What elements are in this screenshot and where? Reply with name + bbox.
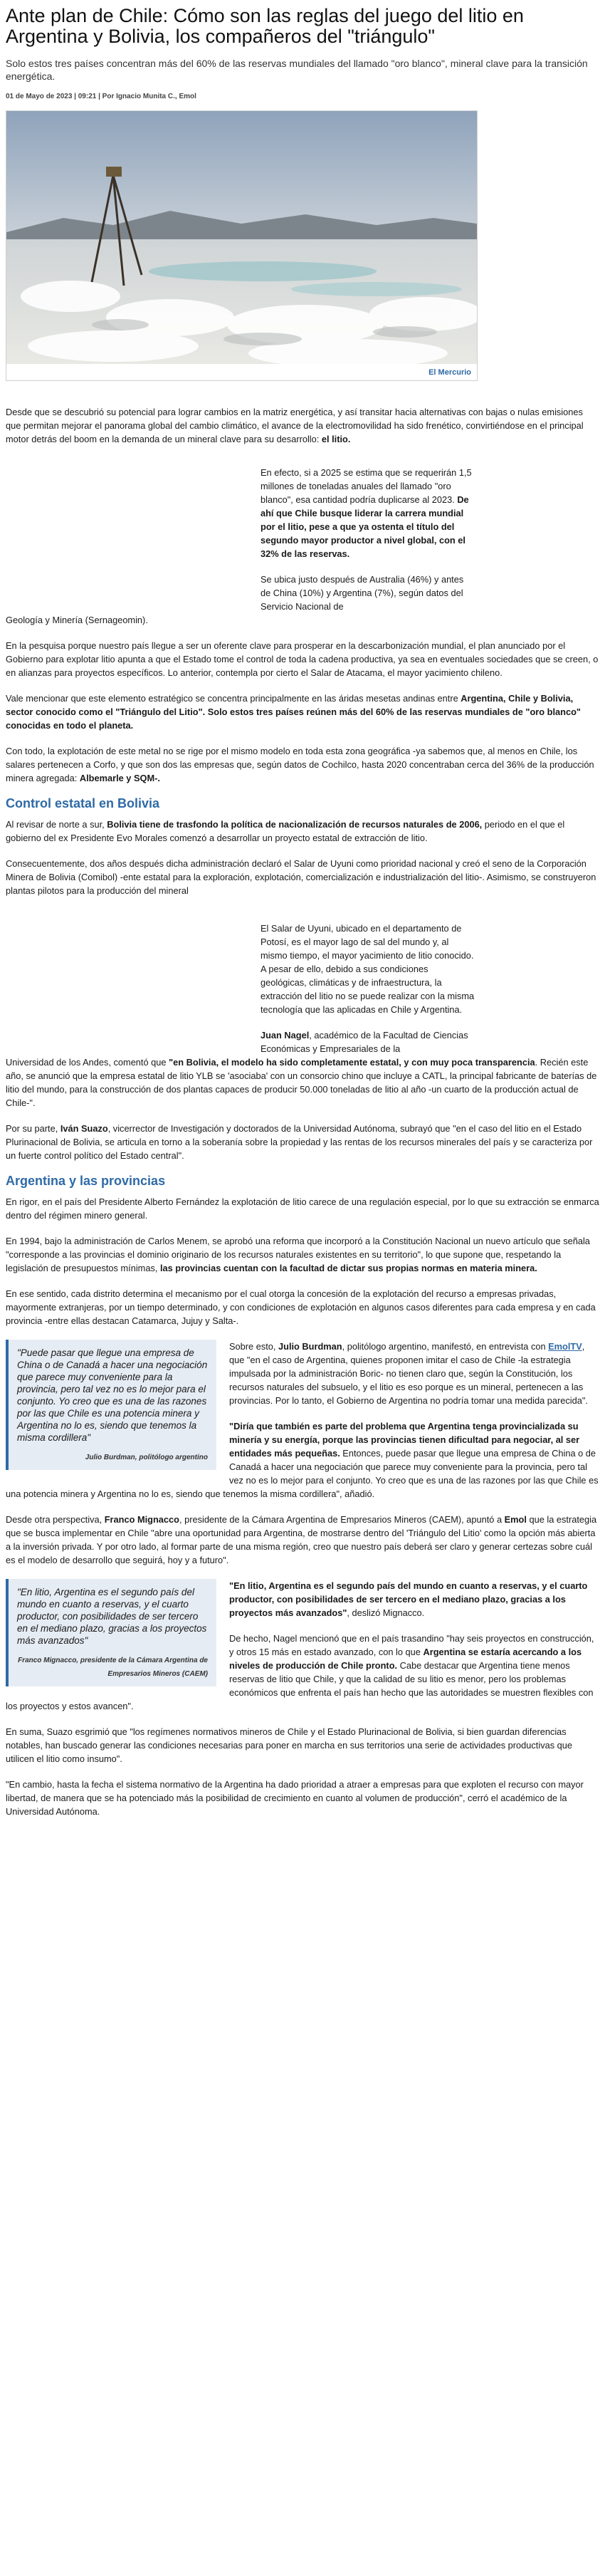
paragraph: El Salar de Uyuni, ubicado en el departamento de Potosí, es el mayor lago de sal del mundo y, al mismo tiempo, el mayor yacimiento de litio conocido. A pesar de ello, debido a sus condiciones geológicas, climáticas y de infraestructura, la extracción del litio no se puede realizar con la misma tecnología que las aplicadas en Chile y Argentina. bbox=[261, 923, 475, 1015]
article-photo[interactable] bbox=[6, 110, 478, 381]
paragraph: En efecto, si a 2025 se estima que se requerirán 1,5 millones de toneladas anuales del llamado "oro blanco", esa cantidad podría duplicarse al 2023. De ahí que Chile busque liderar la carrera mundial por el litio, pese a que ya ostenta el título del segundo mayor productor a nivel global, con el 32% de las reservas. bbox=[261, 467, 472, 559]
paragraph: En rigor, en el país del Presidente Alberto Fernández la explotación de litio carece de una regulación especial, por lo que su extracción se enmarca dentro del régimen minero general. bbox=[6, 1196, 599, 1221]
pull-quote bbox=[6, 1340, 216, 1470]
salt-flat-photo bbox=[6, 111, 477, 364]
emoltv-link[interactable]: EmolTV bbox=[548, 1341, 582, 1352]
right-column-text bbox=[261, 466, 475, 613]
article-meta: 01 de Mayo de 2023 | 09:21 | Por Ignacio Munita C., Emol bbox=[6, 93, 196, 100]
article-title: Ante plan de Chile: Cómo son las reglas del juego del litio en Argentina y Bolivia, los compañeros del "triángulo" bbox=[6, 5, 524, 47]
pull-quote-author: Franco Mignacco, presidente de la Cámara Argentina de Empresarios Mineros (CAEM) bbox=[18, 1657, 208, 1678]
pull-quote bbox=[6, 1579, 216, 1686]
photo-credit: El Mercurio bbox=[428, 368, 471, 377]
quote-section bbox=[6, 1579, 599, 1713]
paragraph: Por su parte, Iván Suazo, vicerrector de Investigación y doctorados de la Universidad Autónoma, subrayó que "en el caso del litio en el Estado Plurinacional de Bolivia, se articula en torno a la soberanía sobre la propiedad y las rentas de los recursos minerales del país y se caracteriza por un fuerte control político del Estado central". bbox=[6, 1123, 593, 1161]
paragraph: En 1994, bajo la administración de Carlos Menem, se aprobó una reforma que incorporó a la Constitución Nacional un nuevo artículo que señala "corresponde a las provincias el dominio originario de los recursos naturales existentes en su territorio", lo que supone que, respetando la legislación de presupuestos mínimas, las provincias cuentan con la facultad de dictar sus propias normas en materia minera. bbox=[6, 1236, 590, 1273]
pull-quote-text: "Puede pasar que llegue una empresa de China o de Canadá a hacer una negociación que parece muy conveniente para la provincia, pero tal vez no es lo mejor para el conjunto. Yo creo que es una de las razones por las que Chile es una potencia minera y Argentina no lo es, siendo que tenemos la misma cordillera" bbox=[17, 1347, 208, 1443]
paragraph: Se ubica justo después de Australia (46%) y antes de China (10%) y Argentina (7%), según datos del Servicio Nacional de bbox=[261, 574, 464, 612]
section-heading-argentina: Argentina y las provincias bbox=[6, 1174, 166, 1188]
paragraph: Consecuentemente, dos años después dicha administración declaró el Salar de Uyuni como prioridad nacional y creó el seno de la Corporación Minera de Bolivia (Comibol) -ente estatal para la exploración, explotación, comercialización e industrialización del litio-. Asimismo, se construyeron plantas pilotos para la producción del mineral bbox=[6, 858, 596, 896]
section-heading-bolivia: Control estatal en Bolivia bbox=[6, 796, 160, 810]
paragraph: Geología y Minería (Sernageomin). bbox=[6, 615, 148, 625]
paragraph: De hecho, Nagel mencionó que en el país trasandino "hay seis proyectos en construcción, y otros 15 más en estado avanzado, con lo que Argentina se estaría acercando a los niveles de producción de Chile pronto. Cabe destacar que Argentina tiene menos reservas de litio que Chile, y que la calidad de su litio es menor, pero los problemas económicos que enfrenta el país han hecho que las autoridades se muestren flexibles con los proyectos y estos avancen". bbox=[6, 1633, 594, 1711]
paragraph: "Diría que también es parte del problema que Argentina tenga provincializada su minería y su energía, porque las provincias tienen dificultad para negociar, al ser entidades más pequeñas. Entonces, puede pasar que llegue una empresa de China o de Canadá a hacer una negociación que parece muy conveniente para la provincia, pero tal vez no es lo mejor para el conjunto. Yo creo que es una de las razones por las que Chile es una potencia minera y Argentina no lo es, siendo que tenemos la misma cordillera", añadió. bbox=[6, 1421, 599, 1499]
pull-quote-text: "En litio, Argentina es el segundo país del mundo en cuanto a reservas, y el cuarto productor, con posibilidades de ser tercero en el mediano plazo, gracias a los proyectos más avanzados" bbox=[17, 1587, 207, 1646]
paragraph: Vale mencionar que este elemento estratégico se concentra principalmente en las áridas mesetas andinas entre Argentina, Chile y Bolivia, sector conocido como el "Triángulo del Litio". Solo estos tres países reúnen más del 60% de las reservas mundiales de "oro blanco" conocidas en todo el planeta. bbox=[6, 693, 581, 731]
article bbox=[0, 6, 605, 1818]
paragraph: "En cambio, hasta la fecha el sistema normativo de la Argentina ha dado prioridad a atraer a empresas para que exploten el recurso con mayor libertad, de manera que se ha potenciado más la posibilidad de crecimiento en cuanto al volumen de producción", cerró el académico de la Universidad Autónoma. bbox=[6, 1779, 584, 1817]
paragraph: "En litio, Argentina es el segundo país del mundo en cuanto a reservas, y el cuarto productor, con posibilidades de ser tercero en el mediano plazo, gracias a los proyectos más avanzados", deslizó Mignacco. bbox=[229, 1580, 588, 1618]
pull-quote-author: Julio Burdman, politólogo argentino bbox=[85, 1454, 208, 1461]
quote-section bbox=[6, 1340, 599, 1501]
paragraph: Desde otra perspectiva, Franco Mignacco, presidente de la Cámara Argentina de Empresarios Mineros (CAEM), apuntó a Emol que la estrategia que se busca implementar en Chile "abre una oportunidad para Argentina, de mostrarse dentro del 'Triángulo del Litio' como la opción más abierta a la inversión privada. Y por otro lado, al formar parte de una misma región, creo que nuestro país deberá ser claro y generar certezas sobre cuál es el modelo de desarrollo que seguirá, hoy y a futuro". bbox=[6, 1514, 597, 1565]
article-body bbox=[6, 405, 599, 1818]
paragraph: En ese sentido, cada distrito determina el mecanismo por el cual otorga la concesión de la explotación del recurso a empresas privadas, mayormente extranjeras, por un tiempo determinado, y con condiciones de explotación en algunos casos diferentes para cada empresa y en cada provincia -entre ellas destacan Catamarca, Jujuy y Salta-. bbox=[6, 1288, 596, 1326]
article-lead: Solo estos tres países concentran más del 60% de las reservas mundiales del llamado "oro blanco", mineral clave para la transición energética. bbox=[6, 58, 588, 82]
paragraph: En suma, Suazo esgrimió que "los regímenes normativos mineros de Chile y el Estado Plurinacional de Bolivia, si bien guardan diferencias notables, han buscado generar las condiciones necesarias para poner en marcha en sus territorios una serie de actividades productivas que utilicen el litio como insumo". bbox=[6, 1726, 573, 1764]
paragraph: Con todo, la explotación de este metal no se rige por el mismo modelo en toda esta zona geográfica -ya sabemos que, al menos en Chile, los salares pertenecen a Corfo, y que son dos las empresas que, según datos de Cochilco, hasta 2020 concentraban cerca del 36% de la producción minera agregada: Albemarle y SQM-. bbox=[6, 746, 594, 783]
paragraph: Sobre esto, Julio Burdman, politólogo argentino, manifestó, en entrevista con EmolTV, que "en el caso de Argentina, quienes proponen imitar el caso de Chile -la estrategia impulsada por la administración Boric- no tienen claro que, según la Constitución, los recursos naturales del subsuelo, y el litio es eso porque es un mineral, pertenecen a las provincias. Por lo tanto, el Gobierno de Argentina no podría tomar una medida parecida". bbox=[229, 1341, 588, 1406]
paragraph: Juan Nagel, académico de la Facultad de Ciencias Económicas y Empresariales de la bbox=[261, 1030, 468, 1054]
paragraph: Desde que se descubrió su potencial para lograr cambios en la matriz energética, y así transitar hacia alternativas con bajas o nulas emisiones que permitan mejorar el panorama global del cambio climático, el avance de la electromovilidad ha sido frenético, convirtiéndose en el principal motor detrás del boom en la demanda de un mineral clave para su desarrollo: el litio. bbox=[6, 407, 584, 444]
paragraph: En la pesquisa porque nuestro país llegue a ser un oferente clave para prosperar en la descarbonización mundial, el plan anunciado por el Gobierno para explotar litio apunta a que el Estado tome el control de toda la cadena productiva, ya sea en eventuales sociedades que se creen, o en alianzas para proyectos específicos. Lo anterior, contempla por cierto el Salar de Atacama, el mayor yacimiento chileno. bbox=[6, 640, 599, 678]
paragraph: Universidad de los Andes, comentó que "en Bolivia, el modelo ha sido completamente estatal, y con muy poca transparencia. Recién este año, se anunció que la empresa estatal de litio YLB se 'asociaba' con un consorcio chino que incluye a CATL, la principal fabricante de baterías de litio del mundo, para la construcción de dos plantas capaces de producir 50.000 toneladas de litio al año -un cuarto de la producción actual de Chile-". bbox=[6, 1057, 597, 1108]
paragraph: Al revisar de norte a sur, Bolivia tiene de trasfondo la política de nacionalización de recursos naturales de 2006, periodo en el que el gobierno del ex Presidente Evo Morales comenzó a desarrollar un proyecto estatal de extracción de litio. bbox=[6, 819, 565, 843]
right-column-text bbox=[261, 922, 475, 1055]
